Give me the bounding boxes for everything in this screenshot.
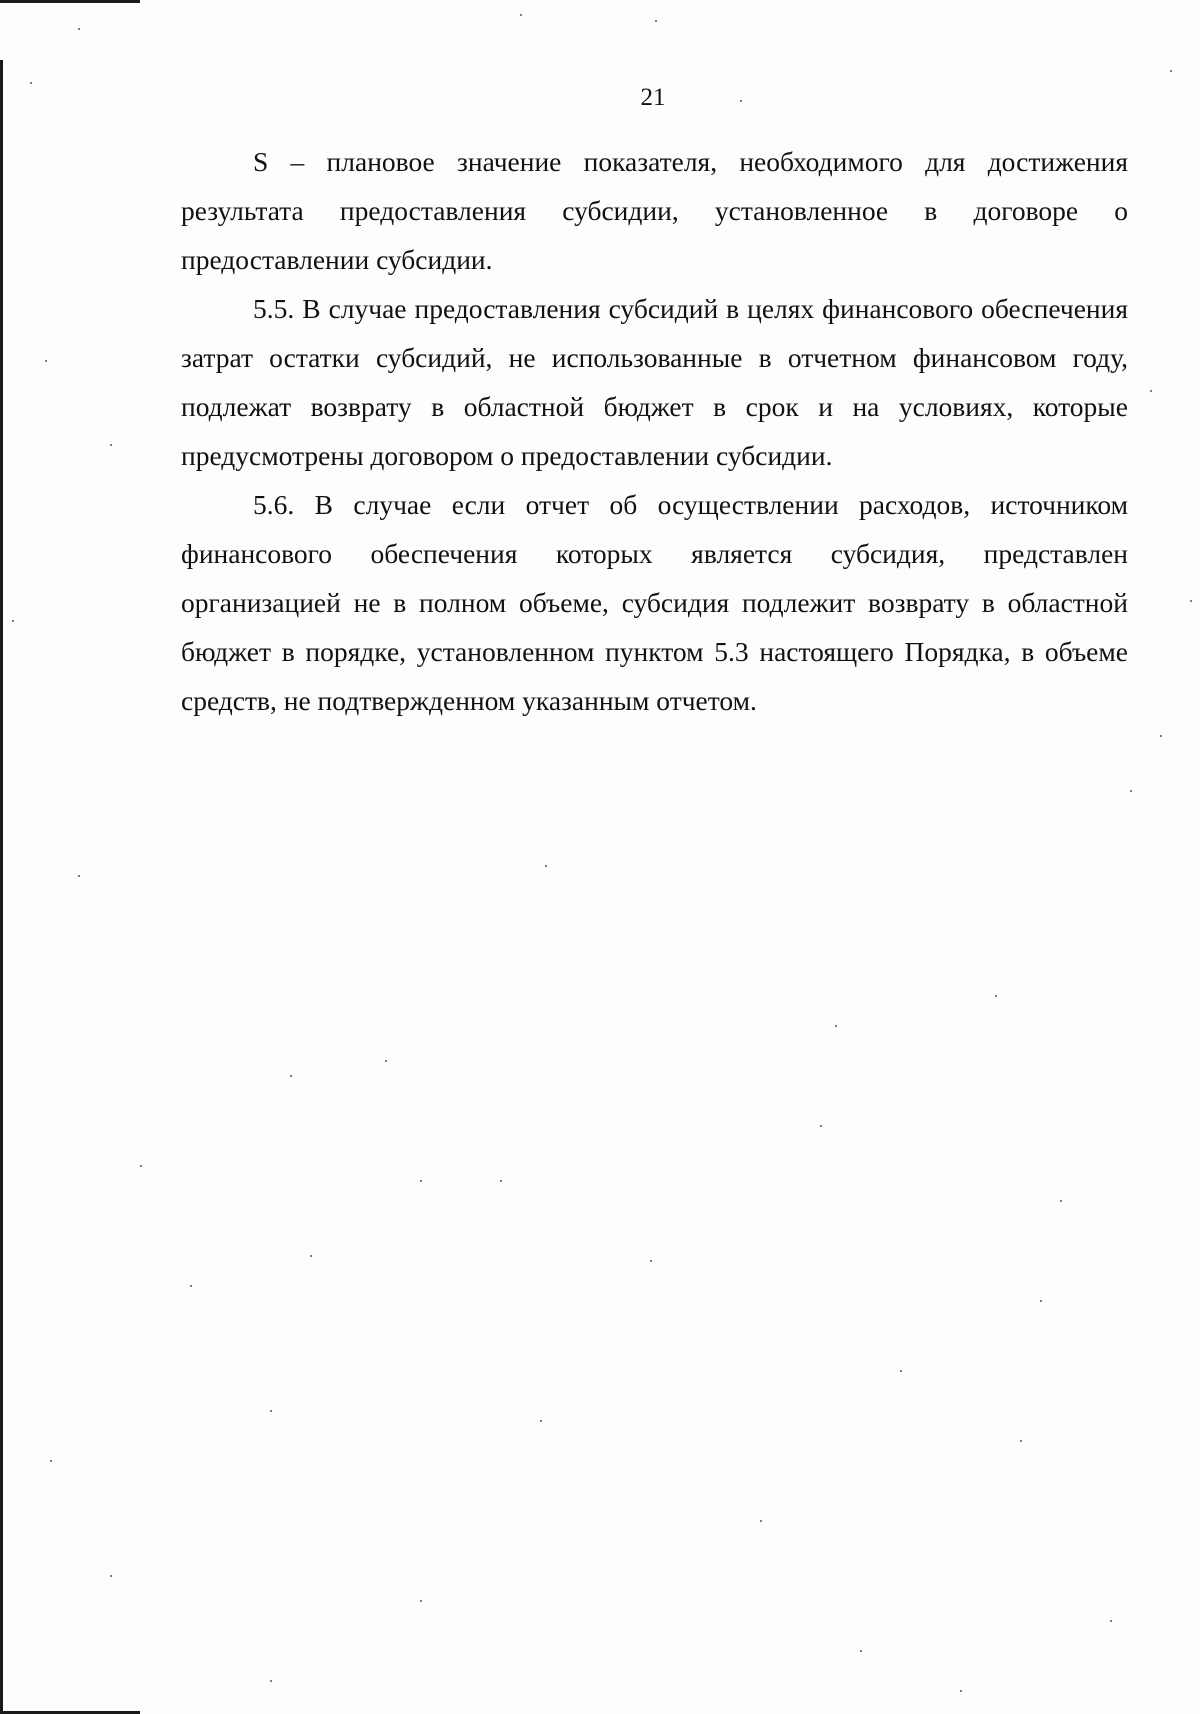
scan-speck: [740, 100, 742, 102]
scan-speck: [78, 875, 80, 877]
scan-speck: [190, 1285, 192, 1287]
scan-speck: [310, 1255, 312, 1257]
scan-speck: [270, 1410, 272, 1412]
scan-speck: [655, 20, 657, 22]
scan-speck: [820, 1125, 822, 1127]
scan-speck: [1110, 1620, 1112, 1622]
document-body: [181, 137, 1128, 725]
scan-speck: [540, 1420, 542, 1422]
scan-speck: [650, 1260, 652, 1262]
scan-speck: [45, 360, 47, 362]
scan-speck: [30, 82, 32, 84]
scan-speck: [110, 1575, 112, 1577]
scan-speck: [520, 14, 522, 16]
scan-speck: [960, 1690, 962, 1692]
scan-speck: [1130, 790, 1132, 792]
scan-speck: [1040, 1300, 1042, 1302]
scan-speck: [78, 28, 80, 30]
scan-speck: [385, 1060, 387, 1062]
scan-speck: [270, 1680, 272, 1682]
scan-speck: [995, 995, 997, 997]
scan-speck: [1150, 390, 1152, 392]
scan-speck: [900, 1370, 902, 1372]
scan-speck: [140, 1165, 142, 1167]
scan-speck: [1160, 735, 1162, 737]
page-number: 21: [640, 84, 666, 111]
scan-speck: [1170, 70, 1172, 72]
paragraph-s-definition: S – плановое значение показателя, необходимого для достижения результата предоставления субсидии, установленное в договоре о предоставлении субсидии.: [181, 146, 1128, 275]
scan-speck: [860, 1650, 862, 1652]
scan-speck: [110, 444, 112, 446]
scan-speck: [545, 865, 547, 867]
scan-speck: [420, 1180, 422, 1182]
scan-speck: [12, 620, 14, 622]
scan-speck: [290, 1075, 292, 1077]
paragraph-5-6: 5.6. В случае если отчет об осуществлении расходов, источником финансового обеспечения которых является субсидия, представлен организацией не в полном объеме, субсидия подлежит возврату в областной бюджет в порядке, установленном пунктом 5.3 настоящего Порядка, в объеме средств, не подтвержденном указанным отчетом.: [181, 489, 1128, 716]
scan-speck: [760, 1520, 762, 1522]
scan-border-top: [0, 0, 140, 3]
scan-speck: [835, 1025, 837, 1027]
scan-speck: [50, 1460, 52, 1462]
scan-border-left: [0, 60, 3, 1714]
scan-speck: [420, 1600, 422, 1602]
scan-speck: [1060, 1200, 1062, 1202]
paragraph-5-5: 5.5. В случае предоставления субсидий в целях финансового обеспечения затрат остатки субсидий, не использованные в отчетном финансовом году, подлежат возврату в областной бюджет в срок и на условиях, которые предусмотрены договором о предоставлении субсидии.: [181, 293, 1128, 471]
scan-speck: [1020, 1440, 1022, 1442]
scan-speck: [1190, 600, 1192, 602]
scan-speck: [500, 1180, 502, 1182]
